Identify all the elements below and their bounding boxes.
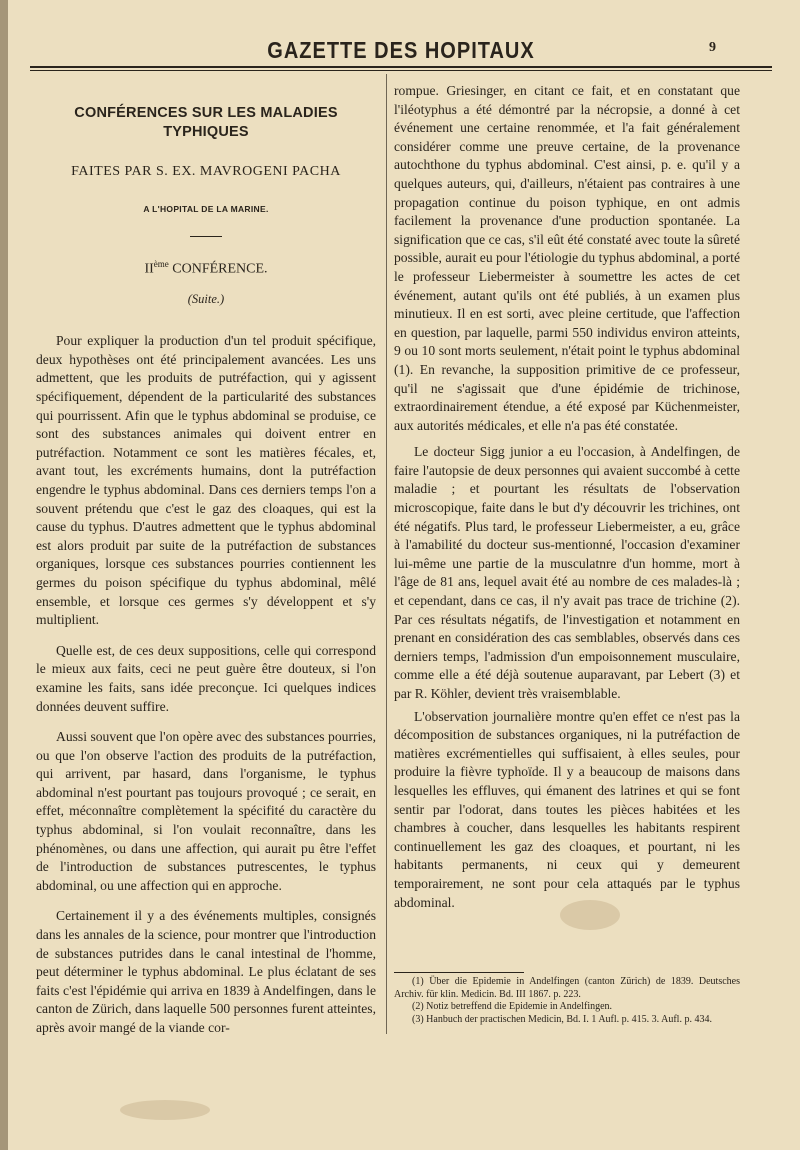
title-separator xyxy=(190,236,222,237)
conference-ordinal: ème xyxy=(153,259,169,270)
header-rule-thin xyxy=(30,70,772,71)
footnote: (2) Notiz betreffend die Epidemie in Andelfingen. xyxy=(412,1001,613,1012)
page-number: 9 xyxy=(709,40,716,55)
footnotes xyxy=(394,972,740,1026)
paper-stain xyxy=(120,1100,210,1120)
paragraph: Pour expliquer la production d'un tel produit spécifique, deux hypothèses ont été principalement avancées. Les uns admettent, que les produits de putréfaction, qui y agissent spécifiquement, dépendent de la particularité des substances qui pourrissent. Afin que le typhus abdominal se produise, ce sont des substances animales qui doivent entrer en putréfaction. Notamment ce sont les matières fécales, et, avant tout, les excréments humains, dont la putréfaction engendre le typhus abdominal. Dans ces derniers temps l'on a souvent prétendu que c'est le gaz des cloaques, qui est la cause du typhus. D'autres admettent que le typhus abdominal est alors produit par suite de la putréfaction de substances organiques, lorsque ces substances pourries contiennent les germes du poison spécifique du typhus abdominal, mêlé ensemble, et lorsque ces germes s'y développent et s'y multiplient. xyxy=(36,333,376,628)
article-place: A L'HOPITAL DE LA MARINE. xyxy=(143,203,269,214)
suite-label: (Suite.) xyxy=(187,291,225,306)
paragraph: rompue. Griesinger, en citant ce fait, et en constatant que l'iléotyphus a été démontré par la nécropsie, a donné à cet événement une certaine renommée, et l'a fait généralement considérer comme une preuve certaine, de la provenance autochthone du typhus abdominal. C'est ainsi, p. e. qu'il y a quelques auteurs, qui, d'ailleurs, n'étaient pas contraires à une propagation continue du poison typhique, en ont admis facilement la provenance d'une production spontanée. La signification que ce cas, s'il eût été constaté avec toute la sûreté possible, aurait eu pour l'étiologie du typhus abdominal, a porté le professeur Liebermeister à soumettre les actes de cet événement, autant qu'ils ont été publiés, à un examen plus minutieux. Il en est sorti, avec pleine certitude, que l'affection en question, par laquelle, parmi 550 individus environ atteints, 9 ou 10 sont morts seulement, n'était point le typhus abdominal (1). En revanche, la supposition primitive de ce professeur, qu'il ne s'agissait que d'une épidémie de trichinose, extraordinairement étendue, a été exposé par Küchenmeister, aux autorités médicales, et elle n'a pas été constatée. xyxy=(394,83,740,433)
footnote: (3) Hanbuch der practischen Medicin, Bd. I. 1 Aufl. p. 415. 3. Aufl. p. 434. xyxy=(412,1013,712,1025)
article-byline: FAITES PAR S. EX. MAVROGENI PACHA xyxy=(71,164,341,180)
paragraph: Le docteur Sigg junior a eu l'occasion, à Andelfingen, de faire l'autopsie de deux personnes qui avaient succombé à cette maladie ; et pourtant les résultats de l'observation microscopique, faite dans le but d'y découvrir les trichines, ont été négatifs. Plus tard, le professeur Liebermeister, a eu, grâce à l'amabilité du docteur sus-mentionné, l'occasion d'examiner lui-même une partie de la musculatnre d'un homme, mort à l'âge de 81 ans, lequel avait été au nombre de ces malades-là ; et cependant, dans ce cas, il n'y avait pas trace de trichine (2). Par ces résultats négatifs, de l'investigation et notamment en prenant en considération des cas semblables, observés dans ces derniers temps, l'admission d'un empoisonnement musculaire, comme elle a été déjà soutenue auparavant, par Lebert (3) et par R. Köhler, devient très vraisemblable. xyxy=(394,444,740,701)
conference-number: II xyxy=(144,262,154,278)
right-column xyxy=(394,82,740,912)
column-divider xyxy=(386,74,387,1034)
paragraph: Quelle est, de ces deux suppositions, celle qui correspond le mieux aux faits, ceci ne peut guère être douteux, si l'on examine les faits, sans idée preconçue. Ici quelques indices données deuvent suffire. xyxy=(36,642,376,714)
header-rule xyxy=(30,66,772,68)
paragraph: L'observation journalière montre qu'en effet ce n'est pas la décomposition de substances organiques, ni la putréfaction de matières excrémentielles qui suffisaient, à elles seules, pour produire la fièvre typhoïde. Il y a beaucoup de maisons dans lesquelles les effluves, qui émanent des latrines et qui se font sentir par l'odorat, dans toutes les pièces habitées et les chambres à coucher, dans lesquelles les habitants respirent continuellement les gaz des cloaques, et pourtant, ni les habitants permanents, ni ceux qui y demeurent temporairement, ne sont pour cela attaqués par le typhus abdominal. xyxy=(394,708,740,910)
page-spine-shadow xyxy=(0,0,8,1150)
paragraph: Certainement il y a des événements multiples, consignés dans les annales de la science, pour montrer que l'introduction de substances putrides dans le canal intestinal de l'homme, peut déterminer le typhus abdominal. Le plus éclatant de ses faits c'est l'épidémie qui arriva en 1839 à Andelfingen, dans le canton de Zürich, dans laquelle 500 personnes furent atteintes, après avoir mangé de la viande cor- xyxy=(36,908,376,1035)
paragraph: Aussi souvent que l'on opère avec des substances pourries, ou que l'on observe l'action des produits de la putréfaction, qui arrivent, par hasard, dans l'organisme, le typhus abdominal n'est pourtant pas toujours provoqué ; ce serait, en effet, méconnaître complètement la spécifité du caractère du typhus abdominal, si l'on voulait reconnaître, dans les phénomènes, ou dans une affection, qui aurait pu être l'effet de l'introduction de substances putrescentes, le typhus abdominal, ou une affection qui en approche. xyxy=(36,729,376,893)
footnote-rule xyxy=(394,972,524,973)
article-title: CONFÉRENCES SUR LES MALADIES TYPHIQUES xyxy=(74,105,338,140)
conference-heading xyxy=(36,255,376,279)
running-header xyxy=(30,36,772,70)
conference-word: CONFÉRENCE. xyxy=(168,262,268,278)
footnote: (1) Über die Epidemie in Andelfingen (canton Zürich) de 1839. Deutsches Archiv. für klin. Medicin. Bd. III 1867. p. 223. xyxy=(394,976,740,1000)
left-column xyxy=(36,80,376,1038)
journal-title: GAZETTE DES HOPITAUX xyxy=(267,38,535,64)
